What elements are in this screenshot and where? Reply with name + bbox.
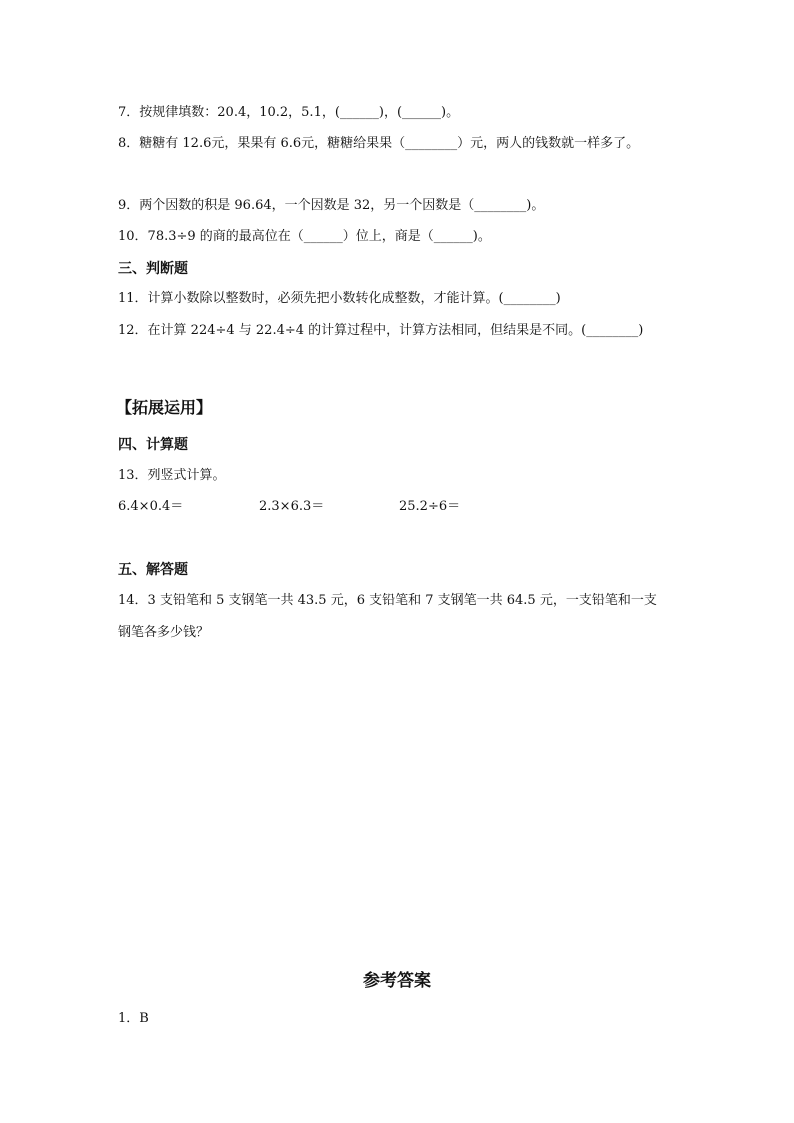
- section-title-calculation: 四、计算题: [118, 437, 188, 453]
- question-10: 10．78.3÷9 的商的最高位在（______）位上，商是（______)。: [118, 229, 491, 244]
- question-14-line-1: 14．3 支铅笔和 5 支钢笔一共 43.5 元，6 支铅笔和 7 支钢笔一共 64.5 元，一支铅笔和一支: [118, 593, 657, 608]
- question-8: 8．糖糖有 12.6元，果果有 6.6元，糖糖给果果（________）元，两人的钱数就一样多了。: [118, 136, 640, 151]
- section-title-solve: 五、解答题: [118, 562, 188, 578]
- calc-item-3: 25.2÷6＝: [399, 499, 461, 514]
- question-7: 7．按规律填数：20.4，10.2，5.1，(______)，(______)。: [118, 105, 460, 120]
- section-title-extend: 【拓展运用】: [116, 398, 213, 417]
- answer-1: 1．B: [118, 1011, 149, 1026]
- answers-title: 参考答案: [363, 971, 431, 991]
- question-11: 11．计算小数除以整数时，必须先把小数转化成整数，才能计算。(________): [118, 291, 561, 306]
- question-14-line-2: 钢笔各多少钱？: [118, 625, 210, 640]
- calc-item-2: 2.3×6.3＝: [259, 499, 325, 514]
- question-12: 12．在计算 224÷4 与 22.4÷4 的计算过程中，计算方法相同，但结果是不同。(________): [118, 323, 644, 338]
- question-13: 13．列竖式计算。: [118, 468, 226, 483]
- question-9: 9．两个因数的积是 96.64，一个因数是 32，另一个因数是（________)。: [118, 198, 545, 213]
- section-title-judgement: 三、判断题: [118, 261, 188, 277]
- calc-item-1: 6.4×0.4＝: [118, 499, 184, 514]
